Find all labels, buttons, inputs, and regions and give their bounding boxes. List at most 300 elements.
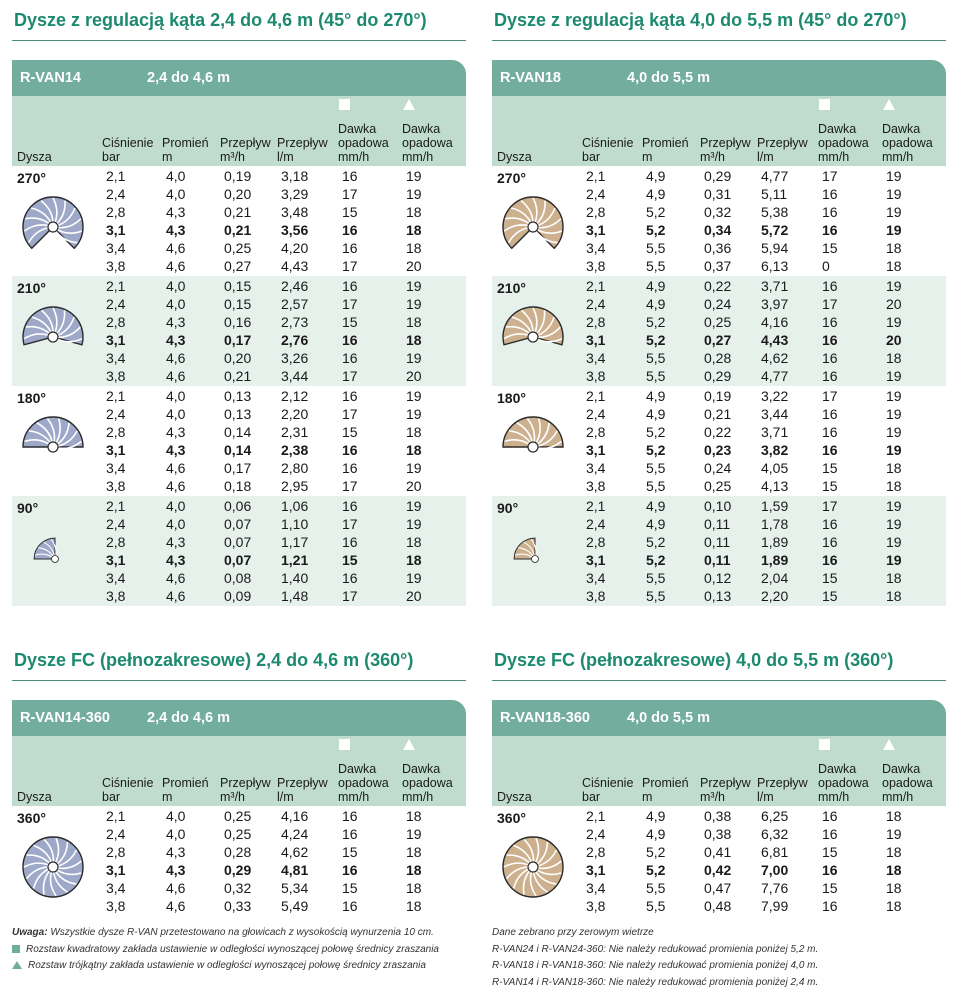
cell: 7,76 bbox=[761, 880, 789, 896]
cell: 0,21 bbox=[224, 204, 252, 220]
cell: 20 bbox=[886, 296, 902, 312]
cell: 0,24 bbox=[704, 296, 732, 312]
header-line: opadowa bbox=[338, 776, 389, 790]
header-dysza: Dysza bbox=[497, 150, 532, 164]
cell: 4,16 bbox=[281, 808, 309, 824]
cell: 4,3 bbox=[166, 862, 186, 878]
cell: 4,9 bbox=[646, 278, 666, 294]
header-cisnienie bbox=[102, 776, 153, 804]
cell: 3,56 bbox=[281, 222, 309, 238]
cell: 5,5 bbox=[646, 880, 666, 896]
cell: 4,6 bbox=[166, 368, 186, 384]
cell: 19 bbox=[406, 460, 422, 476]
cell: 3,29 bbox=[281, 186, 309, 202]
cell: 5,5 bbox=[646, 350, 666, 366]
header-line: opadowa bbox=[882, 136, 933, 150]
cell: 2,4 bbox=[586, 826, 606, 842]
cell: 0,12 bbox=[704, 570, 732, 586]
cell: 4,16 bbox=[761, 314, 789, 330]
cell: 0,11 bbox=[704, 552, 731, 568]
cell: 2,8 bbox=[106, 204, 126, 220]
cell: 16 bbox=[342, 222, 358, 238]
cell: 15 bbox=[822, 880, 838, 896]
cell: 19 bbox=[406, 406, 422, 422]
cell: 0,22 bbox=[704, 278, 732, 294]
cell: 5,2 bbox=[646, 534, 666, 550]
cell: 0,07 bbox=[224, 516, 252, 532]
cell: 16 bbox=[822, 350, 838, 366]
cell: 5,5 bbox=[646, 460, 666, 476]
header-line: Ciśnienie bbox=[102, 776, 154, 790]
cell: 4,13 bbox=[761, 478, 789, 494]
square-icon bbox=[339, 739, 350, 750]
cell: 15 bbox=[822, 588, 838, 604]
cell: 3,71 bbox=[761, 278, 789, 294]
cell: 5,2 bbox=[646, 424, 666, 440]
cell: 7,00 bbox=[761, 862, 789, 878]
cell: 0,41 bbox=[704, 844, 732, 860]
cell: 19 bbox=[886, 516, 902, 532]
cell: 4,9 bbox=[646, 498, 666, 514]
nozzle-icon-wrap bbox=[20, 194, 86, 265]
cell: 0,17 bbox=[224, 332, 252, 348]
cell: 2,8 bbox=[106, 314, 126, 330]
header-line: Przepływ bbox=[700, 776, 751, 790]
cell: 5,49 bbox=[281, 898, 309, 914]
cell: 19 bbox=[406, 278, 422, 294]
header-line: Dawka bbox=[402, 762, 441, 776]
nozzle-group-210deg bbox=[492, 276, 946, 386]
cell: 16 bbox=[342, 278, 358, 294]
cell: 18 bbox=[406, 332, 422, 348]
cell: 19 bbox=[886, 222, 902, 238]
cell: 3,22 bbox=[761, 388, 789, 404]
header-przeplyw_l bbox=[757, 776, 808, 804]
cell: 18 bbox=[406, 222, 422, 238]
header-line: opadowa bbox=[818, 136, 869, 150]
cell: 2,38 bbox=[281, 442, 309, 458]
header-line: m bbox=[162, 790, 173, 804]
angle-label: 210° bbox=[17, 280, 46, 296]
cell: 2,31 bbox=[281, 424, 309, 440]
header-line: Przepływ bbox=[277, 776, 328, 790]
header-line: bar bbox=[582, 790, 601, 804]
cell: 0,09 bbox=[224, 588, 252, 604]
table-header bbox=[12, 736, 466, 806]
cell: 16 bbox=[822, 222, 838, 238]
model-range: 4,0 do 5,5 m bbox=[627, 70, 711, 86]
cell: 0,27 bbox=[704, 332, 732, 348]
cell: 3,4 bbox=[106, 880, 126, 896]
nozzle-icon-wrap bbox=[512, 536, 558, 587]
header-line: Dawka bbox=[882, 762, 921, 776]
header-line: opadowa bbox=[818, 776, 869, 790]
cell: 16 bbox=[342, 498, 358, 514]
section-van14 bbox=[12, 0, 466, 606]
cell: 19 bbox=[886, 498, 902, 514]
nozzle-icon-wrap bbox=[500, 304, 566, 375]
header-przeplyw_m3 bbox=[220, 776, 271, 804]
cell: 3,8 bbox=[106, 478, 126, 494]
cell: 19 bbox=[886, 186, 902, 202]
cell: 3,1 bbox=[106, 552, 126, 568]
cell: 19 bbox=[886, 314, 902, 330]
header-line: Promień bbox=[162, 136, 209, 150]
cell: 5,2 bbox=[646, 862, 666, 878]
angle-label: 180° bbox=[497, 390, 526, 406]
cell: 17 bbox=[342, 296, 358, 312]
cell: 4,9 bbox=[646, 168, 666, 184]
cell: 3,44 bbox=[281, 368, 309, 384]
cell: 16 bbox=[342, 534, 358, 550]
cell: 0,19 bbox=[224, 168, 252, 184]
header-line: m³/h bbox=[220, 790, 245, 804]
cell: 2,1 bbox=[586, 808, 606, 824]
cell: 16 bbox=[342, 808, 358, 824]
cell: 16 bbox=[342, 350, 358, 366]
header-line: Dawka bbox=[338, 762, 377, 776]
cell: 5,38 bbox=[761, 204, 789, 220]
cell: 17 bbox=[342, 406, 358, 422]
cell: 18 bbox=[406, 204, 422, 220]
cell: 15 bbox=[342, 844, 358, 860]
cell: 2,8 bbox=[586, 844, 606, 860]
cell: 16 bbox=[822, 204, 838, 220]
cell: 19 bbox=[406, 296, 422, 312]
nozzle-blue-icon bbox=[20, 414, 86, 480]
cell: 0,13 bbox=[704, 588, 732, 604]
header-promien bbox=[162, 136, 209, 164]
cell: 3,8 bbox=[586, 258, 606, 274]
cell: 15 bbox=[822, 478, 838, 494]
table-header bbox=[12, 96, 466, 166]
cell: 16 bbox=[822, 186, 838, 202]
cell: 4,9 bbox=[646, 406, 666, 422]
cell: 2,8 bbox=[106, 534, 126, 550]
nozzle-icon-wrap bbox=[500, 834, 566, 905]
cell: 4,43 bbox=[761, 332, 789, 348]
cell: 0,48 bbox=[704, 898, 732, 914]
cell: 18 bbox=[886, 862, 902, 878]
nozzle-group-90deg bbox=[12, 496, 466, 606]
cell: 19 bbox=[886, 168, 902, 184]
cell: 0 bbox=[822, 258, 830, 274]
cell: 6,13 bbox=[761, 258, 789, 274]
nozzle-blue-icon bbox=[32, 536, 78, 582]
header-line: mm/h bbox=[338, 790, 370, 804]
cell: 17 bbox=[342, 588, 358, 604]
cell: 1,10 bbox=[281, 516, 309, 532]
cell: 2,8 bbox=[586, 534, 606, 550]
header-line: l/m bbox=[757, 790, 774, 804]
cell: 18 bbox=[406, 534, 422, 550]
cell: 0,11 bbox=[704, 516, 731, 532]
cell: 0,28 bbox=[704, 350, 732, 366]
header-dawka_sq bbox=[338, 762, 389, 804]
header-promien bbox=[642, 776, 689, 804]
cell: 19 bbox=[886, 278, 902, 294]
cell: 6,81 bbox=[761, 844, 789, 860]
cell: 0,38 bbox=[704, 826, 732, 842]
cell: 2,1 bbox=[106, 278, 126, 294]
header-line: m³/h bbox=[700, 790, 725, 804]
cell: 2,8 bbox=[586, 424, 606, 440]
cell: 4,9 bbox=[646, 516, 666, 532]
header-line: opadowa bbox=[402, 776, 453, 790]
cell: 4,77 bbox=[761, 168, 789, 184]
cell: 19 bbox=[406, 826, 422, 842]
cell: 0,20 bbox=[224, 186, 252, 202]
cell: 4,62 bbox=[281, 844, 309, 860]
header-przeplyw_m3 bbox=[700, 776, 751, 804]
cell: 5,34 bbox=[281, 880, 309, 896]
cell: 2,4 bbox=[586, 406, 606, 422]
cell: 2,04 bbox=[761, 570, 789, 586]
cell: 18 bbox=[886, 478, 902, 494]
cell: 0,15 bbox=[224, 296, 252, 312]
header-dawka_sq bbox=[818, 762, 869, 804]
cell: 5,5 bbox=[646, 478, 666, 494]
nozzle-icon-wrap bbox=[500, 414, 566, 485]
cell: 2,8 bbox=[586, 204, 606, 220]
cell: 19 bbox=[886, 204, 902, 220]
section-van18fc bbox=[492, 640, 946, 916]
header-line: m bbox=[162, 150, 173, 164]
header-line: bar bbox=[102, 790, 121, 804]
triangle-icon bbox=[403, 99, 415, 110]
cell: 2,4 bbox=[106, 186, 126, 202]
angle-label: 270° bbox=[497, 170, 526, 186]
cell: 5,5 bbox=[646, 588, 666, 604]
cell: 15 bbox=[342, 204, 358, 220]
header-dawka_sq bbox=[818, 122, 869, 164]
uwaga-label: Uwaga: bbox=[12, 927, 48, 938]
cell: 16 bbox=[822, 406, 838, 422]
section-van14fc bbox=[12, 640, 466, 916]
cell: 0,29 bbox=[704, 168, 732, 184]
cell: 5,5 bbox=[646, 240, 666, 256]
header-line: mm/h bbox=[882, 150, 914, 164]
cell: 2,46 bbox=[281, 278, 309, 294]
header-dawka_tri bbox=[402, 122, 453, 164]
header-dysza: Dysza bbox=[497, 790, 532, 804]
cell: 18 bbox=[886, 898, 902, 914]
cell: 0,16 bbox=[224, 314, 252, 330]
nozzle-group-180deg bbox=[492, 386, 946, 496]
cell: 4,6 bbox=[166, 460, 186, 476]
cell: 17 bbox=[342, 258, 358, 274]
nozzle-icon-wrap bbox=[20, 834, 86, 905]
cell: 17 bbox=[822, 296, 838, 312]
cell: 0,33 bbox=[224, 898, 252, 914]
section-title: Dysze FC (pełnozakresowe) 2,4 do 4,6 m (360°) bbox=[12, 640, 466, 681]
cell: 4,6 bbox=[166, 240, 186, 256]
cell: 3,26 bbox=[281, 350, 309, 366]
cell: 19 bbox=[886, 388, 902, 404]
model-bar bbox=[492, 700, 946, 736]
cell: 0,21 bbox=[224, 368, 252, 384]
cell: 17 bbox=[822, 498, 838, 514]
cell: 2,12 bbox=[281, 388, 309, 404]
cell: 0,22 bbox=[704, 424, 732, 440]
header-line: Ciśnienie bbox=[102, 136, 154, 150]
header-line: Ciśnienie bbox=[582, 776, 634, 790]
cell: 18 bbox=[406, 424, 422, 440]
cell: 1,78 bbox=[761, 516, 789, 532]
header-line: Promień bbox=[642, 776, 689, 790]
note-line: Dane zebrano przy zerowym wietrze bbox=[492, 927, 654, 938]
cell: 19 bbox=[406, 516, 422, 532]
cell: 4,3 bbox=[166, 844, 186, 860]
nozzle-tan-icon bbox=[500, 194, 566, 260]
cell: 0,25 bbox=[224, 826, 252, 842]
cell: 0,32 bbox=[704, 204, 732, 220]
cell: 0,19 bbox=[704, 388, 732, 404]
cell: 4,0 bbox=[166, 168, 186, 184]
header-line: Przepływ bbox=[757, 776, 808, 790]
header-line: mm/h bbox=[402, 790, 434, 804]
cell: 3,97 bbox=[761, 296, 789, 312]
cell: 16 bbox=[342, 862, 358, 878]
cell: 0,37 bbox=[704, 258, 732, 274]
nozzle-tan-icon bbox=[500, 834, 566, 900]
cell: 18 bbox=[406, 898, 422, 914]
table-header bbox=[492, 96, 946, 166]
cell: 0,27 bbox=[224, 258, 252, 274]
cell: 5,2 bbox=[646, 332, 666, 348]
notes-left bbox=[12, 925, 472, 975]
cell: 18 bbox=[886, 240, 902, 256]
cell: 4,9 bbox=[646, 826, 666, 842]
cell: 0,31 bbox=[704, 186, 732, 202]
cell: 4,6 bbox=[166, 570, 186, 586]
cell: 18 bbox=[406, 808, 422, 824]
cell: 0,07 bbox=[224, 534, 252, 550]
cell: 2,20 bbox=[281, 406, 309, 422]
cell: 2,1 bbox=[586, 168, 606, 184]
angle-label: 210° bbox=[497, 280, 526, 296]
cell: 5,5 bbox=[646, 258, 666, 274]
cell: 3,4 bbox=[586, 460, 606, 476]
cell: 16 bbox=[822, 516, 838, 532]
cell: 3,1 bbox=[586, 862, 606, 878]
model-range: 4,0 do 5,5 m bbox=[627, 710, 711, 726]
cell: 16 bbox=[822, 278, 838, 294]
triangle-icon bbox=[403, 739, 415, 750]
cell: 4,81 bbox=[281, 862, 309, 878]
header-line: mm/h bbox=[818, 790, 850, 804]
cell: 2,4 bbox=[106, 826, 126, 842]
square-icon bbox=[819, 99, 830, 110]
cell: 15 bbox=[822, 570, 838, 586]
cell: 17 bbox=[342, 478, 358, 494]
note-line: R-VAN14 i R-VAN18-360: Nie należy redukować promienia poniżej 2,4 m. bbox=[492, 976, 819, 988]
cell: 4,05 bbox=[761, 460, 789, 476]
header-line: m bbox=[642, 150, 653, 164]
cell: 0,38 bbox=[704, 808, 732, 824]
square-icon bbox=[339, 99, 350, 110]
cell: 2,1 bbox=[586, 278, 606, 294]
header-dawka_tri bbox=[882, 122, 933, 164]
cell: 0,36 bbox=[704, 240, 732, 256]
square-icon bbox=[819, 739, 830, 750]
cell: 1,89 bbox=[761, 552, 789, 568]
cell: 3,8 bbox=[586, 588, 606, 604]
cell: 19 bbox=[406, 168, 422, 184]
cell: 4,0 bbox=[166, 826, 186, 842]
cell: 3,1 bbox=[586, 222, 606, 238]
header-line: Ciśnienie bbox=[582, 136, 634, 150]
cell: 0,06 bbox=[224, 498, 252, 514]
note-square: Rozstaw kwadratowy zakłada ustawienie w odległości wynoszącej połowę średnicy zraszania bbox=[26, 943, 439, 955]
header-przeplyw_m3 bbox=[220, 136, 271, 164]
header-promien bbox=[642, 136, 689, 164]
cell: 3,8 bbox=[586, 478, 606, 494]
header-line: m bbox=[642, 790, 653, 804]
cell: 15 bbox=[342, 552, 358, 568]
header-cisnienie bbox=[582, 136, 633, 164]
note-line: R-VAN18 i R-VAN18-360: Nie należy redukować promienia poniżej 4,0 m. bbox=[492, 960, 819, 971]
cell: 3,8 bbox=[106, 588, 126, 604]
cell: 0,47 bbox=[704, 880, 732, 896]
cell: 2,73 bbox=[281, 314, 309, 330]
nozzle-icon-wrap bbox=[20, 414, 86, 485]
cell: 18 bbox=[886, 258, 902, 274]
cell: 20 bbox=[406, 588, 422, 604]
cell: 3,71 bbox=[761, 424, 789, 440]
cell: 0,23 bbox=[704, 442, 732, 458]
header-przeplyw_l bbox=[757, 136, 808, 164]
section-title: Dysze z regulacją kąta 2,4 do 4,6 m (45° do 270°) bbox=[12, 0, 466, 41]
cell: 3,8 bbox=[106, 898, 126, 914]
cell: 4,0 bbox=[166, 406, 186, 422]
cell: 4,3 bbox=[166, 424, 186, 440]
nozzle-tan-icon bbox=[512, 536, 558, 582]
cell: 18 bbox=[886, 570, 902, 586]
cell: 3,44 bbox=[761, 406, 789, 422]
cell: 0,11 bbox=[704, 534, 731, 550]
model-name: R-VAN14-360 bbox=[20, 710, 110, 726]
nozzle-group-180deg bbox=[12, 386, 466, 496]
header-line: Przepływ bbox=[277, 136, 328, 150]
cell: 3,4 bbox=[586, 240, 606, 256]
cell: 4,3 bbox=[166, 442, 186, 458]
cell: 4,0 bbox=[166, 388, 186, 404]
cell: 17 bbox=[822, 168, 838, 184]
cell: 20 bbox=[406, 258, 422, 274]
cell: 5,2 bbox=[646, 222, 666, 238]
section-title: Dysze FC (pełnozakresowe) 4,0 do 5,5 m (360°) bbox=[492, 640, 946, 681]
cell: 18 bbox=[406, 880, 422, 896]
cell: 6,25 bbox=[761, 808, 789, 824]
cell: 0,10 bbox=[704, 498, 732, 514]
header-line: m³/h bbox=[700, 150, 725, 164]
cell: 0,07 bbox=[224, 552, 252, 568]
cell: 2,1 bbox=[106, 388, 126, 404]
cell: 0,21 bbox=[224, 222, 252, 238]
cell: 16 bbox=[342, 168, 358, 184]
cell: 18 bbox=[406, 862, 422, 878]
cell: 2,1 bbox=[586, 388, 606, 404]
cell: 5,72 bbox=[761, 222, 789, 238]
nozzle-icon-wrap bbox=[20, 304, 86, 375]
cell: 4,0 bbox=[166, 186, 186, 202]
cell: 1,59 bbox=[761, 498, 789, 514]
cell: 19 bbox=[886, 534, 902, 550]
cell: 0,28 bbox=[224, 844, 252, 860]
cell: 2,8 bbox=[106, 424, 126, 440]
cell: 0,32 bbox=[224, 880, 252, 896]
